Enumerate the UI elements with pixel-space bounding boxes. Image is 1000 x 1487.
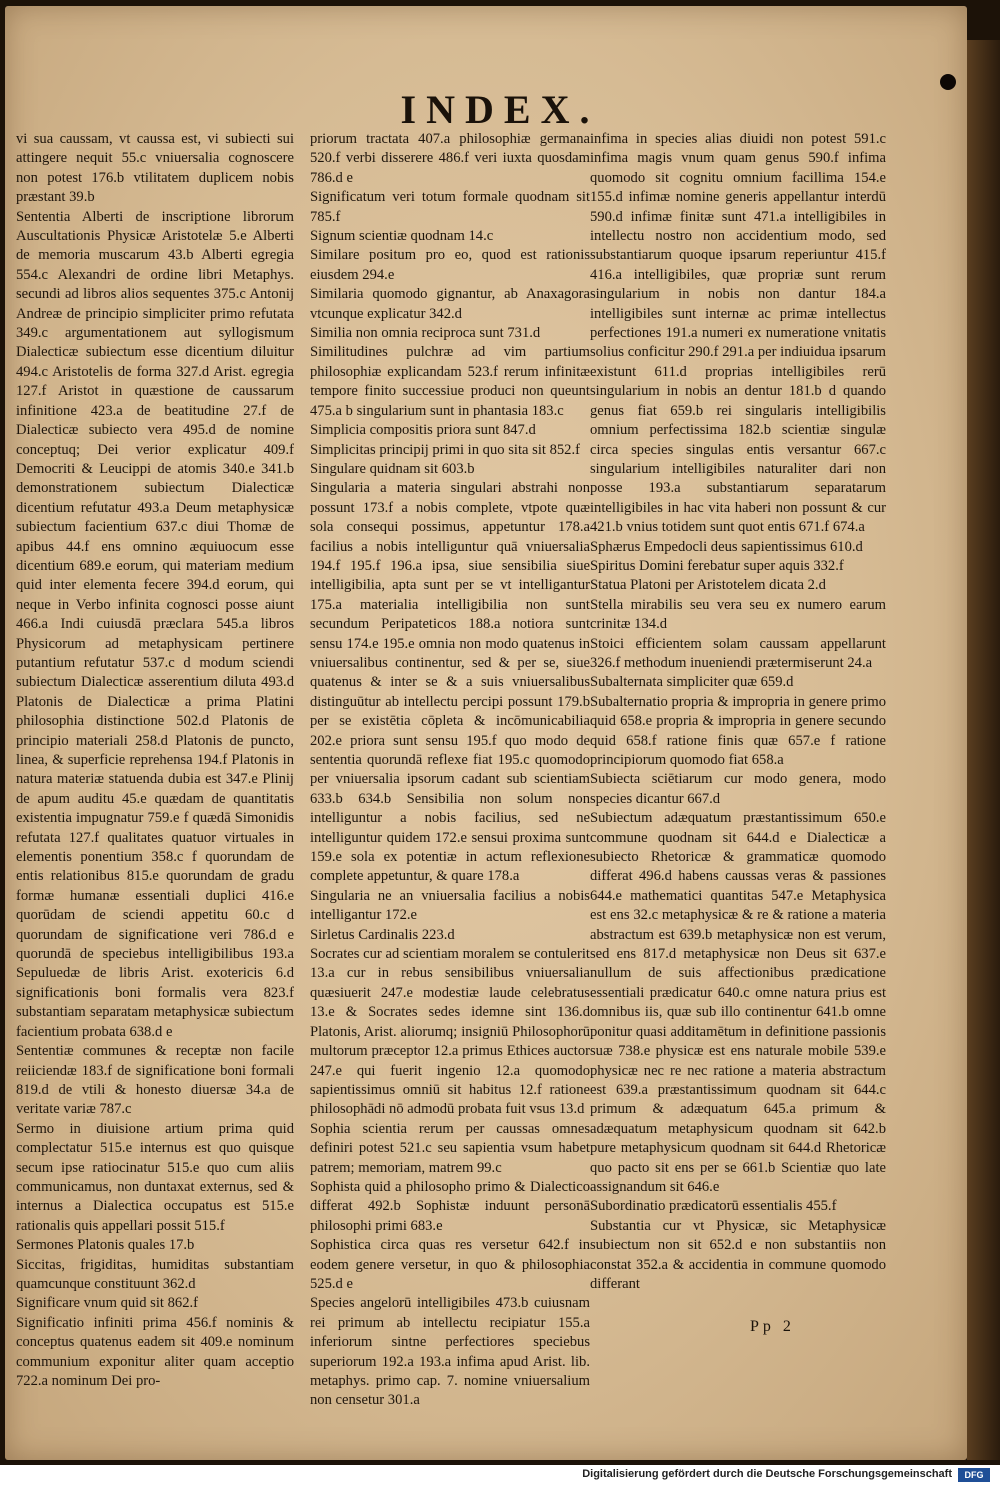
- index-entry: Significatum veri totum formale quodnam sit 785.f: [310, 189, 590, 225]
- index-entry: Significare vnum quid sit 862.f: [16, 1295, 198, 1312]
- footer-credit: Digitalisierung gefördert durch die Deutsche Forschungsgemeinschaft: [582, 1468, 952, 1480]
- index-entry: Subalternata simpliciter quæ 659.d: [590, 674, 794, 691]
- index-entry: Sophistica circa quas res versetur 642.f in eodem genere versetur, in quo & philosophia 525.d e: [310, 1237, 590, 1292]
- index-entry: Sophista quid a philosopho primo & Dialectico differat 492.b Sophistæ induunt personā philosophi primi 683.e: [310, 1178, 590, 1234]
- index-entry: infima in species alias diuidi non potest 591.c infima magis vnum quam genus 590.f infima quomodo sit cognitu omnium facillima 154.e 155.d infimæ nomine generis appellantur interdū 590.d infimæ finitæ sunt 471.a intelligibiles in intellectu nostro non accidentium modo, sed substantiarum quoque ipsarum reperiuntur 415.f 416.a intelligibiles, quæ propriæ sunt rerum singularium in nobis non dantur 184.a intelligibiles sunt internæ ac primæ intellectus perfectiones 191.a numeri ex numeratione vnitatis solius conficitur 290.f 291.a per indiuidua ipsarum existunt 611.d proprias intelligibiles rerū singularium in nobis an dentur 181.b d quando genus fiat 659.b rei singularis intelligibilis omnium perfectissima 182.b scientiæ singulæ circa species singulas entis versantur 667.c singularium intelligibiles naturaliter dari non posse 193.a substantiarum separatarum intelligibiles in hac vita haberi non possunt & cur 421.b vnius totidem sunt quot entis 671.f 674.a: [590, 131, 886, 536]
- index-entry: Sphærus Empedocli deus sapientissimus 610.d: [590, 538, 863, 555]
- footer-bar: [0, 1465, 1000, 1487]
- index-entry: Sententiæ communes & receptæ non facile reiiciendæ 183.f de significatione boni formali 819.d de vtili & honesto diuersæ 34.a de veritate variæ 787.c: [16, 1043, 294, 1118]
- index-entry: Sermo in diuisione artium prima quid complectatur 515.e internus est quo quisque secum ipse ratiocinatur 515.e quo cum aliis communicamus, non duntaxat externus, sed & internus a Dialectica occupatus est 515.e rationalis quis appellari possit 515.f: [16, 1120, 294, 1234]
- index-entry: Sermones Platonis quales 17.b: [16, 1237, 195, 1254]
- index-entry: Sirletus Cardinalis 223.d: [310, 926, 455, 943]
- index-entry: Simplicitas principij primi in quo sita sit 852.f: [310, 441, 580, 458]
- page-title: INDEX.: [400, 87, 600, 132]
- index-entry: Stoici efficientem solam caussam appellarunt 326.f methodum inueniendi prætermiserunt 24.a: [590, 635, 886, 671]
- index-entry: Subalternatio propria & impropria in genere primo quid 658.e propria & impropria in genere secundo quid 658.f ratione finis quæ 657.e f ratione principiorum quomodo fiat 658.a: [590, 693, 886, 768]
- signature-mark: Pp 2: [750, 1318, 795, 1335]
- index-entry: Sophia scientia rerum per caussas omnes definiri potest 521.c seu sapientia vsum habet patrem; memoriam, matrem 99.c: [310, 1120, 590, 1176]
- book-spine: [967, 40, 1000, 1460]
- index-entry: Signum scientiæ quodnam 14.c: [310, 228, 494, 245]
- dfg-logo-icon[interactable]: DFG: [958, 1468, 990, 1482]
- index-entry: Subiectum adæquatum præstantissimum 650.e commune quodnam sit 644.d e Dialecticæ a subiecto Rhetoricæ & grammaticæ quomodo differat 496.d habens caussas veras & passiones 644.e mathematici quantitas 547.e Metaphysica est ens 32.c metaphysicæ & re & ratione a materia abstractum est 639.b metaphysicæ non est verum, sed ens 817.d metaphysicæ non Deus sit 637.e nullum de suis affectionibus prædicatione essentiali prædicatur 640.c omne natura prius est omnibus iis, quæ sub illo continentur 641.b omne ponitur quasi additamētum in definitione passionis suæ 738.e physicæ est ens naturale mobile 539.e physicæ nec re nec ratione a materia abstractum est 639.a præstantissimum quodnam sit 644.c primum & adæquatum 645.a primum & adæquatum metaphysicum quodnam sit 642.b pure metaphysicum quodnam sit 644.d Rhetoricæ quo pacto sit ens per se 661.b Scientiæ quo late assignandum sit 646.e: [590, 810, 886, 1195]
- index-column-3: [590, 130, 886, 1330]
- index-entry: Similaria quomodo gignantur, ab Anaxagora vtcunque explicatur 342.d: [310, 286, 590, 322]
- index-entry: Singularia a materia singulari abstrahi non possunt 173.f a nobis complete, vtpote quæ sola consequi possimus, appetuntur 178.a facilius a nobis intelliguntur quā vniuersalia 194.f 195.f 196.a ipsa, siue sensibilia siue intelligibilia, apta sunt per se vt intelligantur 175.a materialia intelligibilia non sunt secundum Peripateticos 188.a notiora sunt sensu 174.e 195.e omnia non modo quatenus in vniuersalibus continentur, sed & per se, siue quatenus & inter se & a suis vniuersalibus distinguūtur ab intellectu percipi possunt 179.b per se existētia cōpleta & incōmunicabilia 202.e priora sunt sensu 195.f quo modo de sententia quorundā reflexe fiat 195.c quomodo per vniuersalia ipsorum cadant sub scientiam 633.b 634.b Sensibilia non solum non intelliguntur a nobis facilius, sed ne intelliguntur quidem 172.e sensui proxima sunt 159.e sola ex potentiæ in actum reflexione complete appetuntur, & quare 178.a: [310, 480, 590, 885]
- index-entry: Stella mirabilis seu vera seu ex numero earum crinitæ 134.d: [590, 596, 886, 633]
- index-entry: Similare positum pro eo, quod est rationis eiusdem 294.e: [310, 247, 590, 283]
- index-entry: vi sua caussam, vt caussa est, vi subiecti sui attingere nequit 55.c vniuersalia cognoscere non potest 176.b vtilitatem duplicem nobis præstant 39.b: [16, 131, 294, 206]
- index-entry: Simplicia compositis priora sunt 847.d: [310, 422, 536, 439]
- index-entry: Spiritus Domini ferebatur super aquis 332.f: [590, 557, 844, 574]
- index-entry: Substantia cur vt Physicæ, sic Metaphysicæ subiectum non sit 652.d e non substantiis non constat 352.a & accidentia in commune quomodo differant: [590, 1217, 886, 1292]
- index-entry: Singularia ne an vniuersalia facilius a nobis intelligantur 172.e: [310, 887, 590, 924]
- index-column-1: [16, 130, 294, 1389]
- index-entry: Subordinatio prædicatorū essentialis 455.f: [590, 1198, 837, 1215]
- index-entry: Statua Platoni per Aristotelem dicata 2.d: [590, 577, 826, 594]
- index-entry: Similitudines pulchræ ad vim partium philosophiæ explicandam 523.f rerum infinitæ tempore finito successiue produci non queunt 475.a b singularium sunt in phantasia 183.c: [310, 344, 590, 419]
- index-entry: Significatio infiniti prima 456.f nominis & conceptus quatenus eadem sit 409.e nominum communium exponitur aliter quam acceptio 722.a nominum Dei pro-: [16, 1314, 294, 1389]
- index-entry: Socrates cur ad scientiam moralem se contulerit 13.a cur in rebus sensibilibus vniuersalia quæsiuerit 247.e modestiæ laude celebratus 13.e & Socrates sedes idemne sint 136.d Platonis, Arist. aliorumq; insigniū Philosophorū multorum præceptor 12.a primus Ethices auctor 247.e qui fuerit ingenio 12.a quomodo sapientissimus omniū sit habitus 12.f ratione philosophādi nō admodū probata fuit vsus 13.d: [310, 946, 590, 1118]
- index-entry: Similia non omnia reciproca sunt 731.d: [310, 325, 541, 342]
- index-column-2: [310, 130, 590, 1409]
- index-entry: priorum tractata 407.a philosophiæ germana 520.f verbi disserere 486.f veri iuxta quosdam 786.d e: [310, 131, 590, 186]
- index-entry: Siccitas, frigiditas, humiditas substantiam quamcunque constituunt 362.d: [16, 1256, 294, 1292]
- index-entry: Sententia Alberti de inscriptione librorum Auscultationis Physicæ Aristotelæ 5.e Alberti de memoria muscarum 43.b Alberti egregia 554.c Alexandri de ordine libri Metaphys. secundi ad libros alios sequentes 375.c Antonij Andreæ de principio simpliciter primo refutata 349.c argumentationem aut syllogismum Dialecticæ subiectum esse dicentium diluitur 494.c Aristotelis de forma 327.d Arist. egregia 127.f Aristot in quæstione de caussarum infinitione 423.a de beatitudine 27.f de Dialecticæ subiecto vera 495.d de nomine conceptuq; Dei verior explicatur 409.f Democriti & Leucippi de atomis 340.e 341.b demonstrationem subiectum Dialecticæ dicentium refutatur 493.a Deum metaphysicæ subiectum facientium 637.c diui Thomæ de apibus 44.f ens omnino æquiuocum esse dicentium 689.e eorum, qui materiam medium quid inter elementa fecere 394.d eorum, qui neque in Verbo infinita cognosci posse aiunt 466.a Indi cuiusdā præclara 545.a libros Physicorum ad metaphysicam pertinere putantium refutatur 537.c d modum sciendi subiectum Dialecticæ asserentium diluta 493.d Platonis de Dialecticæ a prima Platini philosophia distinctione 502.d Platonis de principio materiali 258.d Platonis de puncto, linea, & superficie reprehensa 194.f Platonis in natura materiæ statuenda dubia est 347.e Plinij de apum auditu 45.e quædam de quantitatis existentia impugnatur 759.e f quædā Simonidis refutata 127.f qualitates quatuor virtuales in elementis ponentium 358.c f quorundam de entis relationibus 815.e quorundam de gradu formæ humanæ essentiali duplici 416.e quorūdam de sciendi appetitu 60.c d quorundam de significatione veri 786.d e quorundā de speciebus intelligibilibus 193.a Sepuluedæ de libris Arist. exotericis 6.d significationis boni formalis vera 823.f substantiam separatam metaphysicæ subiectum facientium probata 638.d e: [16, 208, 294, 1040]
- index-entry: Subiecta sciētiarum cur modo genera, modo species dicantur 667.d: [590, 771, 886, 807]
- index-entry: Species angelorū intelligibiles 473.b cuiusnam rei primum ab intellectu recipiatur 155.a inferiorum sintne perfectiores speciebus superiorum 192.a 193.a infima apud Arist. lib. metaphys. primo cap. 7. nomine vniuersalium non censetur 301.a: [310, 1295, 590, 1409]
- index-entry: Singulare quidnam sit 603.b: [310, 460, 475, 477]
